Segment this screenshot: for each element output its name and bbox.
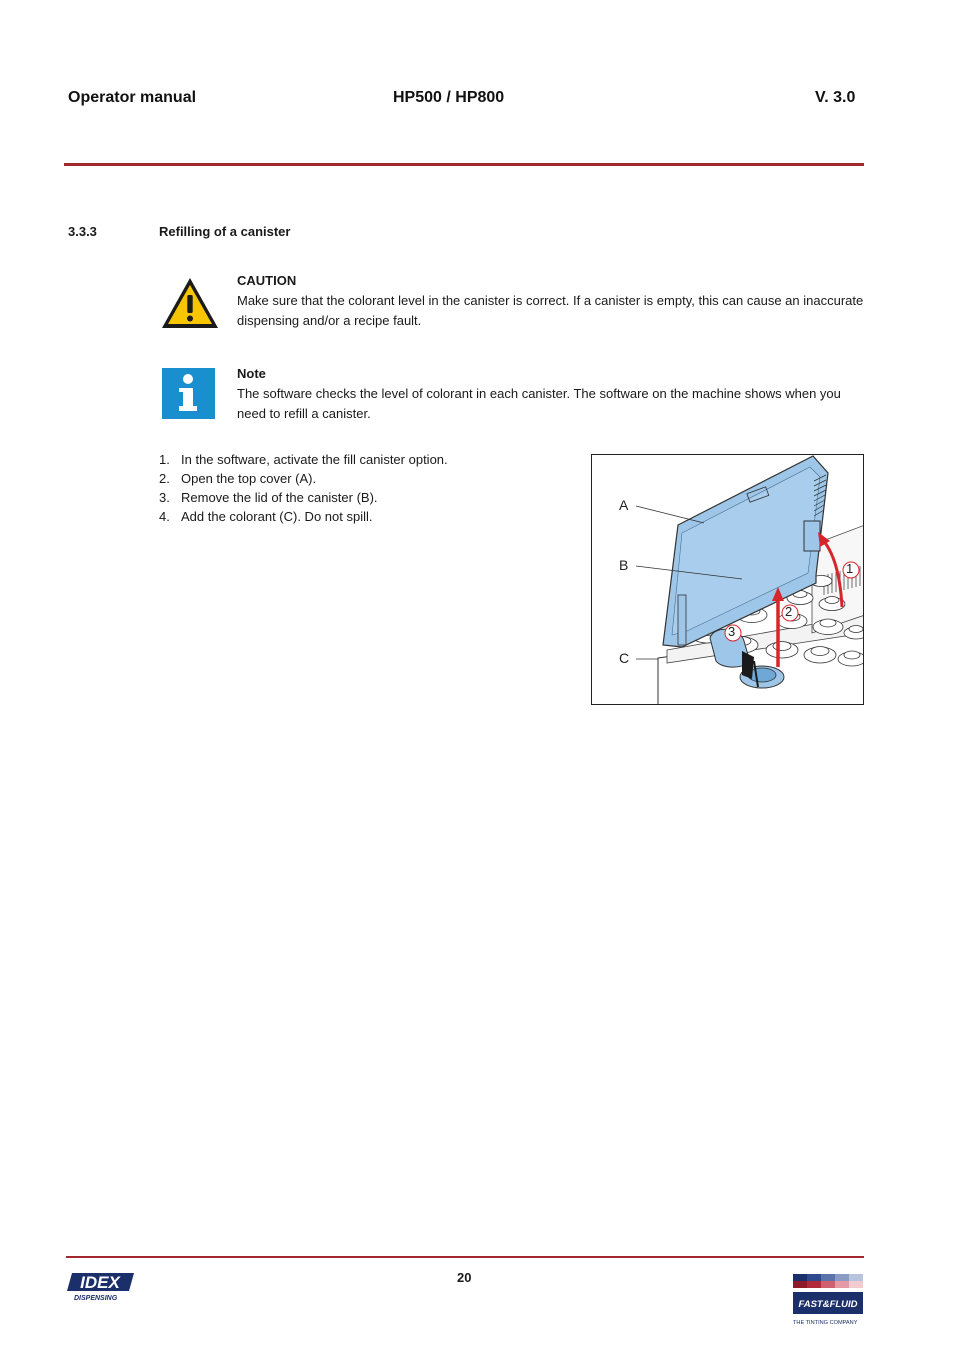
step-text: Add the colorant (C). Do not spill. <box>181 509 373 524</box>
list-item <box>159 469 448 488</box>
header-divider <box>64 163 864 166</box>
refill-illustration <box>591 454 864 705</box>
section-number: 3.3.3 <box>68 224 97 239</box>
steps-list <box>159 450 448 526</box>
fast-and-fluid-logo-text: FAST&FLUID <box>798 1299 858 1310</box>
figure-label-c: C <box>619 650 630 666</box>
step-text: Remove the lid of the canister (B). <box>181 490 378 505</box>
step-number: 4. <box>159 509 170 524</box>
info-icon <box>162 368 215 419</box>
page-number: 20 <box>457 1270 472 1285</box>
step-number: 2. <box>159 471 170 486</box>
idex-logo <box>66 1271 136 1304</box>
header-manual-title: Operator manual <box>68 89 197 106</box>
list-item <box>159 450 448 469</box>
step-text: In the software, activate the fill canister option. <box>181 452 448 467</box>
note-text: The software checks the level of colorant in each canister. The software on the machine shows when you need to refill a canister. <box>237 386 841 421</box>
callout-3: 3 <box>728 624 736 639</box>
header-version: V. 3.0 <box>815 89 856 106</box>
section-title: Refilling of a canister <box>159 224 291 239</box>
figure-label-a: A <box>619 497 629 513</box>
list-item <box>159 507 448 526</box>
figure-label-b: B <box>619 557 629 573</box>
callout-2: 2 <box>785 604 793 619</box>
caution-text: Make sure that the colorant level in the canister is correct. If a canister is empty, this can cause an inaccurate dispensing and/or a recipe fault. <box>237 293 864 328</box>
step-number: 3. <box>159 490 170 505</box>
fast-and-fluid-logo-subtext: THE TINTING COMPANY <box>793 1320 858 1326</box>
list-item <box>159 488 448 507</box>
caution-title: CAUTION <box>237 273 297 288</box>
callout-1: 1 <box>846 561 854 576</box>
step-number: 1. <box>159 452 170 467</box>
machine-illustration <box>592 455 864 705</box>
footer-divider <box>66 1256 864 1258</box>
warning-triangle-icon <box>160 276 220 330</box>
note-title: Note <box>237 366 266 381</box>
idex-logo-subtext: DISPENSING <box>74 1295 118 1302</box>
idex-logo-text: IDEX <box>80 1273 120 1292</box>
header-model: HP500 / HP800 <box>393 89 505 106</box>
step-text: Open the top cover (A). <box>181 471 317 486</box>
fast-and-fluid-logo <box>793 1274 863 1326</box>
